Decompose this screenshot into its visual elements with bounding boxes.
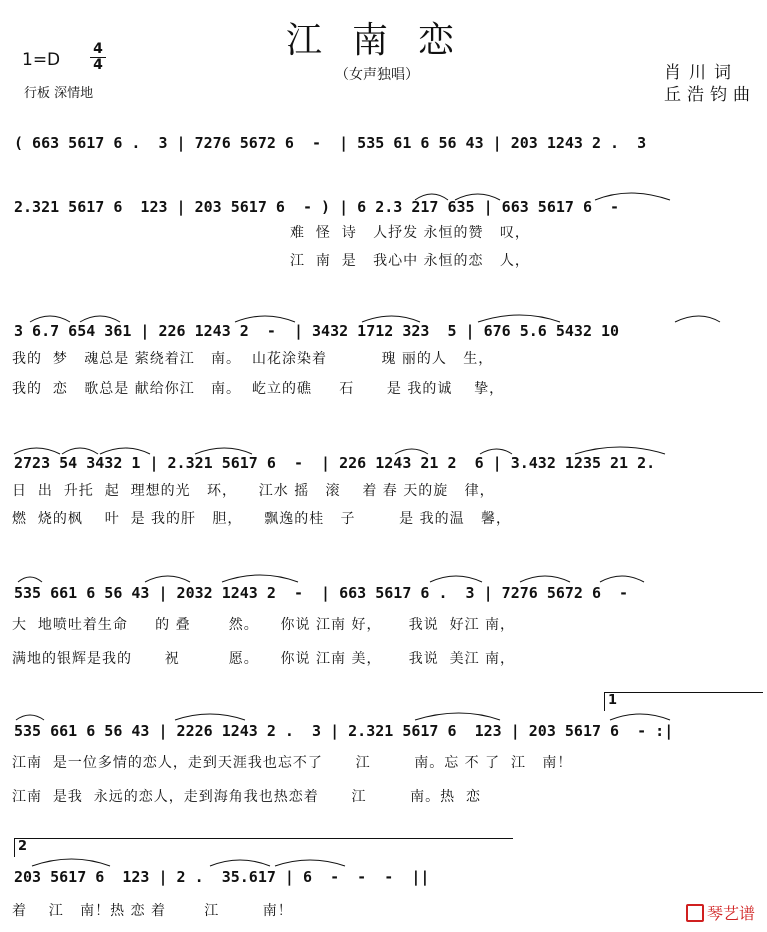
lyric-verse-1: 日 出 升托 起 理想的光 环， 江水 摇 滚 着 春 天的旋 律， (12, 483, 495, 499)
lyric-verse-1: 江南 是一位多情的恋人，走到天涯我也忘不了 江 南。忘 不 了 江 南！ (12, 755, 573, 771)
lyric-verse-2: 燃 烧的枫 叶 是 我的肝 胆， 飘逸的桂 子 是 我的温 馨， (12, 511, 511, 527)
notation-line: 3 6.7 654 361 | 226 1243 2 - | 3432 1712 323 5 | 676 5.6 5432 10 (14, 322, 620, 340)
song-title: 江南恋 (285, 20, 484, 61)
lyric-verse-2: 江 南 是 我心中 永恒的恋 人， (12, 253, 530, 269)
meter-top: 4 (93, 41, 103, 57)
first-ending-bracket: 1 (604, 692, 763, 711)
notation-line: 2.321 5617 6 123 | 203 5617 6 - ) | 6 2.3 217 635 | 663 5617 6 - (14, 198, 620, 216)
lyricist-credit: 肖川词 (664, 63, 739, 83)
lyric-verse-2: 江南 是我 永远的恋人，走到海角我也热恋着 江 南。热 恋 (12, 789, 482, 805)
lyric-verse-1: 我的 梦 魂总是 萦绕着江 南。 山花涂染着 瑰 丽的人 生， (12, 351, 494, 367)
notation-line: 535 661 6 56 43 | 2226 1243 2 . 3 | 2.321 5617 6 123 | 203 5617 6 - :| (14, 722, 674, 740)
key-signature: 1=D (22, 50, 61, 70)
logo-icon (686, 904, 704, 922)
notation-line: 2723 54 3432 1 | 2.321 5617 6 - | 226 1243 21 2 6 | 3.432 1235 21 2. (14, 454, 656, 472)
lyric-verse-1: 难 怪 诗 人抒发 永恒的赞 叹， (12, 225, 530, 241)
lyric-verse-1: 着 江 南！热 恋 着 江 南！ (12, 903, 293, 919)
tempo-marking: 行板 深情地 (24, 86, 94, 101)
lyric-verse-2: 我的 恋 歌总是 献给你江 南。 屹立的礁 石 是 我的诚 挚， (12, 381, 505, 397)
lyric-verse-1: 大 地喷吐着生命 的 叠 然。 你说 江南 好， 我说 好江 南， (12, 617, 516, 633)
notation-line: 203 5617 6 123 | 2 . 35.617 | 6 - - - || (14, 868, 430, 886)
watermark-text: 琴艺谱 (706, 904, 755, 923)
composer-credit: 丘浩钧曲 (664, 85, 756, 105)
meter-bottom: 4 (90, 57, 106, 73)
notation-line: ( 663 5617 6 . 3 | 7276 5672 6 - | 535 61 6 56 43 | 203 1243 2 . 3 (14, 134, 647, 152)
notation-line: 535 661 6 56 43 | 2032 1243 2 - | 663 5617 6 . 3 | 7276 5672 6 - (14, 584, 629, 602)
second-ending-bracket: 2 (14, 838, 513, 857)
song-subtitle: （女声独唱） (335, 67, 419, 83)
lyric-verse-2: 满地的银辉是我的 祝 愿。 你说 江南 美， 我说 美江 南， (12, 651, 516, 667)
time-signature (90, 42, 106, 73)
watermark-logo (686, 901, 755, 924)
